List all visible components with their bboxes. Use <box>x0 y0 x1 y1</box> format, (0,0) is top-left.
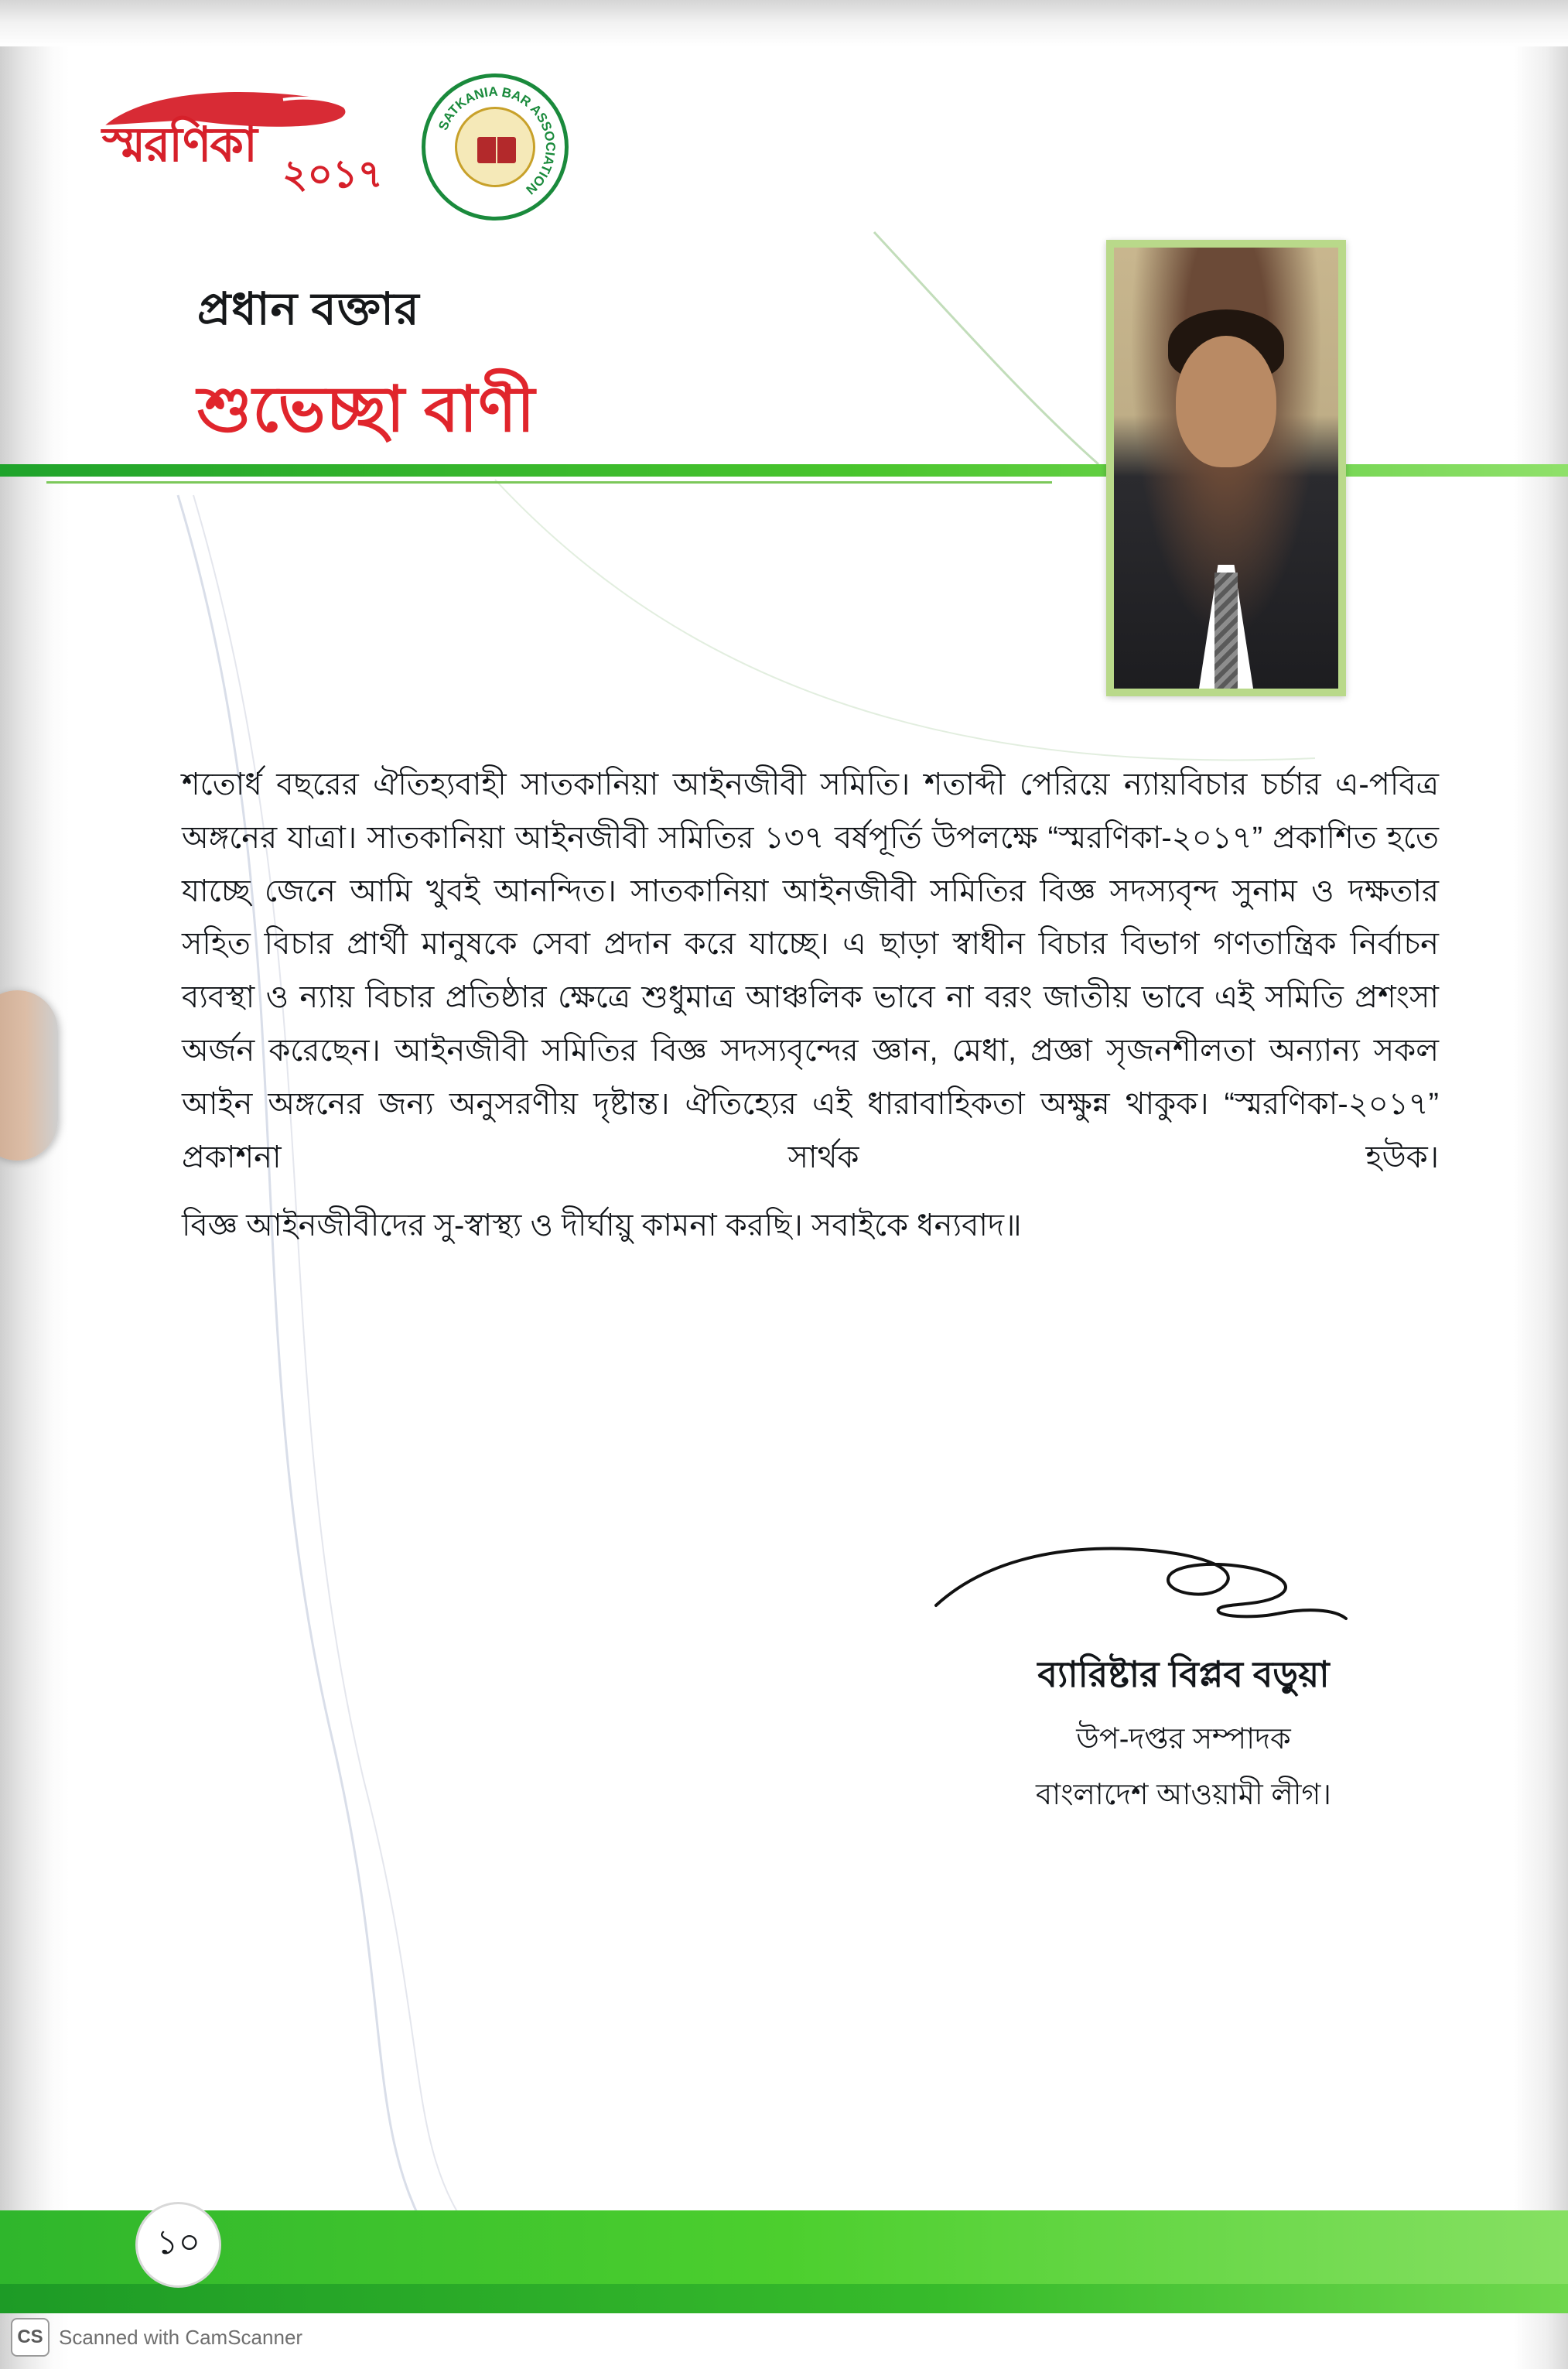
smaranika-logo <box>93 85 383 196</box>
camscanner-badge-icon: CS <box>11 2318 50 2357</box>
page-number: ১০ <box>135 2202 221 2288</box>
footer-band <box>0 2210 1568 2284</box>
scan-thumb-artifact <box>0 990 58 1161</box>
camscanner-watermark <box>11 2318 302 2357</box>
signatory-name: ব্যারিষ্টার বিপ্লব বড়ুয়া <box>1037 1654 1330 1694</box>
signature-mark <box>913 1532 1454 1648</box>
signatory-role: উপ-দপ্তর সম্পাদক <box>1076 1723 1291 1755</box>
camscanner-text: Scanned with CamScanner <box>59 2325 303 2349</box>
bar-association-seal <box>422 73 569 220</box>
handwritten-signature-icon <box>913 1532 1454 1648</box>
paragraph-2: বিজ্ঞ আইনজীবীদের সু-স্বাস্থ্য ও দীর্ঘায়ু কামনা করছি। সবাইকে ধন্যবাদ॥ <box>182 1208 1022 1243</box>
signatory-organization: বাংলাদেশ আওয়ামী লীগ। <box>1035 1779 1332 1811</box>
seal-inner-disc <box>455 107 535 187</box>
portrait-tie <box>1214 573 1238 689</box>
logo-title: স্মরণিকা <box>102 118 256 172</box>
message-body <box>182 758 1439 1268</box>
open-book-icon <box>477 137 516 163</box>
paragraph-1: শতোর্ধ বছরের ঐতিহ্যবাহী সাতকানিয়া আইনজীবী সমিতি। শতাব্দী পেরিয়ে ন্যায়বিচার চর্চার এ-পবিত্র অঙ্গনের যাত্রা। সাতকানিয়া আইনজীবী সমিতির ১৩৭ বর্ষপূর্তি উপলক্ষে “স্মরণিকা-২০১৭” প্রকাশিত হতে যাচ্ছে জেনে আমি খুবই আনন্দিত। সাতকানিয়া আইনজীবী সমিতির বিজ্ঞ সদস্যবৃন্দ সুনাম ও দক্ষতার সহিত বিচার প্রার্থী মানুষকে সেবা প্রদান করে যাচ্ছে। এ ছাড়া স্বাধীন বিচার বিভাগ গণতান্ত্রিক নির্বাচন ব্যবস্থা ও ন্যায় বিচার প্রতিষ্ঠার ক্ষেত্রে শুধুমাত্র আঞ্চলিক ভাবে না বরং জাতীয় ভাবে এই সমিতি প্রশংসা অর্জন করেছেন। আইনজীবী সমিতির বিজ্ঞ সদস্যবৃন্দের জ্ঞান, মেধা, প্রজ্ঞা সৃজনশীলতা অন্যান্য সকল আইন অঙ্গনের জন্য অনুসরণীয় দৃষ্টান্ত। ঐতিহ্যের এই ধারাবাহিকতা অক্ষুন্ন থাকুক। “স্মরণিকা-২০১৭” প্রকাশনা সার্থক হউক। <box>182 767 1439 1174</box>
portrait-photo <box>1114 248 1338 689</box>
footer-band-secondary <box>0 2282 1568 2313</box>
svg-text:SATKANIA BAR ASSOCIATION: SATKANIA BAR ASSOCIATION <box>436 84 559 197</box>
page-title: শুভেচ্ছা বাণী <box>197 374 536 445</box>
logo-year: ২০১৭ <box>282 152 383 196</box>
greeting-title-block <box>197 275 893 467</box>
portrait-face <box>1176 336 1276 467</box>
page-header <box>0 0 1568 495</box>
page-subtitle: প্রধান বক্তার <box>197 284 420 334</box>
portrait-frame <box>1106 240 1346 696</box>
signature-block <box>913 1532 1454 1821</box>
